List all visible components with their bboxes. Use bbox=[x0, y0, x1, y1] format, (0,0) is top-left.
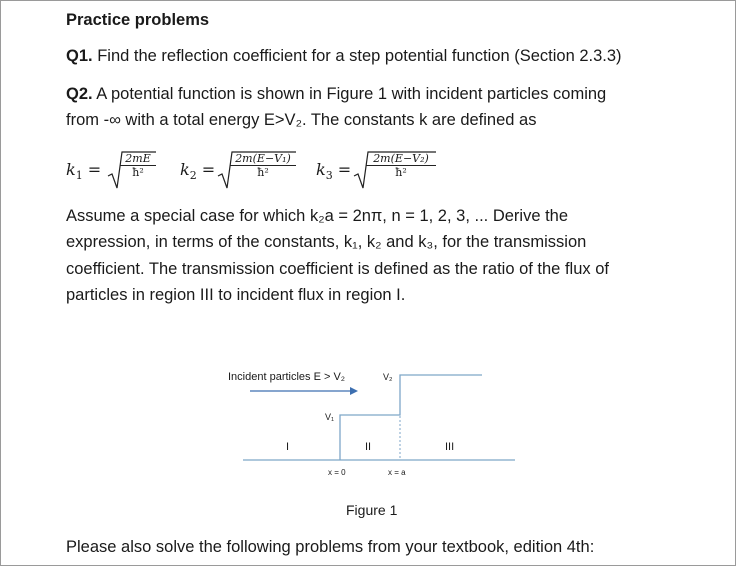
q1-text: Find the reflection coefficient for a step potential function (Section 2.3.3) bbox=[97, 47, 622, 65]
v1-label: V₁ bbox=[325, 412, 335, 422]
arrow-head-icon bbox=[350, 387, 358, 395]
q1-label: Q1. bbox=[66, 47, 93, 65]
question-2-line1 bbox=[66, 82, 606, 106]
paragraph-line4: particles in region III to incident flux in region I. bbox=[66, 286, 406, 304]
potential-figure bbox=[220, 360, 520, 485]
potential-step bbox=[340, 375, 482, 460]
paragraph-line3: coefficient. The transmission coefficient is defined as the ratio of the flux of bbox=[66, 260, 609, 278]
q2-line2: from -∞ with a total energy E>V₂. The constants k are defined as bbox=[66, 111, 537, 129]
x0-label: x = 0 bbox=[328, 468, 346, 477]
region-2-label: II bbox=[365, 441, 372, 453]
figure-caption: Figure 1 bbox=[346, 502, 398, 518]
page-heading: Practice problems bbox=[66, 11, 210, 29]
xa-label: x = a bbox=[388, 468, 406, 477]
region-3-label: III bbox=[445, 441, 455, 453]
k2-fraction: $\frac{\text{2m(E−V₁)}}{\text{ħ²}}$ bbox=[230, 152, 296, 179]
footer-instruction: Please also solve the following problems from your textbook, edition 4th: bbox=[66, 538, 595, 556]
question-1 bbox=[66, 44, 622, 68]
k3-fraction: $\frac{\text{2m(E−V₂)}}{\text{ħ²}}$ bbox=[366, 152, 436, 179]
incident-label: Incident particles E > V₂ bbox=[228, 371, 346, 383]
v2-label: V₂ bbox=[383, 372, 393, 382]
region-1-label: I bbox=[286, 441, 290, 453]
q2-label: Q2. bbox=[66, 85, 93, 103]
paragraph-line1: Assume a special case for which k₂a = 2nπ, n = 1, 2, 3, ... Derive the bbox=[66, 207, 569, 225]
k1-fraction: $\frac{2mE}{\text{ħ²}}$ bbox=[120, 152, 156, 179]
paragraph-line2: expression, in terms of the constants, k₁, k₂ and k₃, for the transmission bbox=[66, 233, 587, 251]
q2-line1: A potential function is shown in Figure 1 with incident particles coming bbox=[96, 85, 607, 103]
